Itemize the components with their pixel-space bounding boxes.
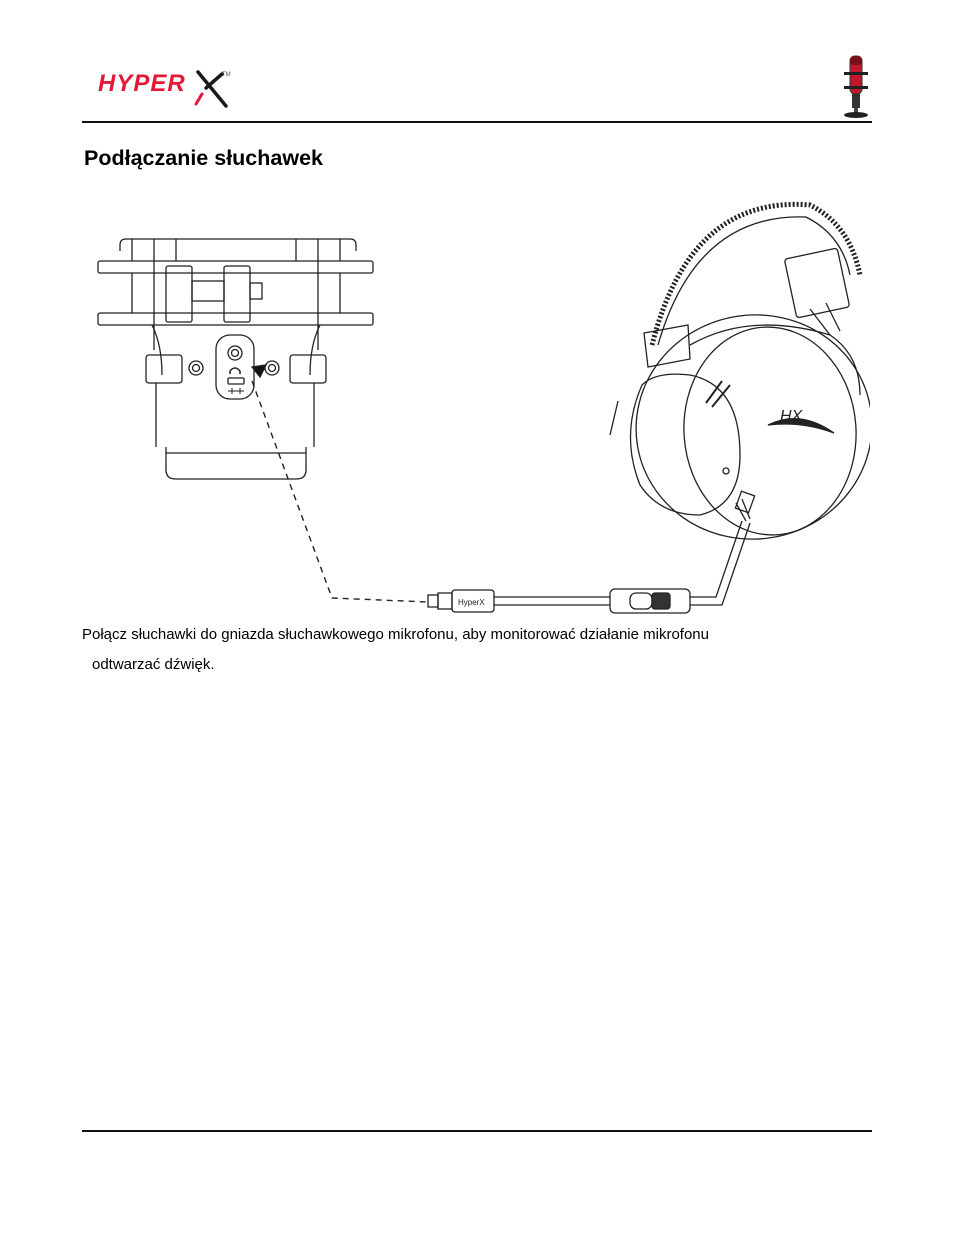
microphone-drawing (98, 239, 373, 479)
connection-illustration (90, 185, 870, 620)
footer-divider (82, 1130, 872, 1132)
caption (82, 625, 709, 675)
headset-cable-drawing (428, 521, 750, 613)
headset-logo: HX (780, 408, 803, 425)
hyperx-logo (98, 66, 238, 117)
svg-text:HYPER: HYPER (98, 70, 186, 97)
caption-line-2: odtwarzać dźwięk. (92, 656, 215, 673)
plug-logo: HyperX (458, 598, 485, 607)
headset-drawing (610, 204, 870, 554)
header-divider (82, 121, 872, 123)
page-title: Podłączanie słuchawek (84, 146, 323, 170)
microphone-icon (836, 54, 876, 125)
svg-text:TM: TM (222, 72, 231, 78)
caption-line-1: Połącz słuchawki do gniazda słuchawkowego mikrofonu, aby monitorować działanie mikrofonu (82, 626, 709, 643)
